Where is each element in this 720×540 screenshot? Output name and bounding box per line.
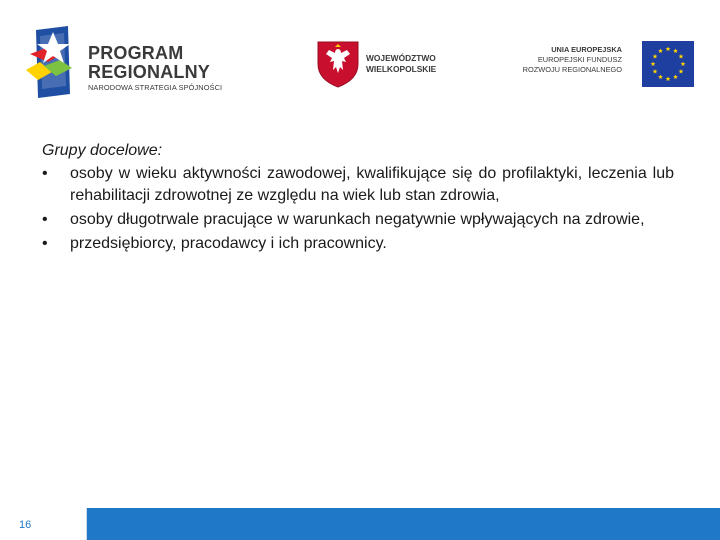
eu-line: UNIA EUROPEJSKA xyxy=(551,45,622,54)
program-regionalny-logo xyxy=(26,26,256,98)
eagle-shield-icon xyxy=(316,40,360,88)
program-subtitle: NARODOWA STRATEGIA SPÓJNOŚCI xyxy=(88,83,223,92)
wojewodztwo-text xyxy=(366,53,436,75)
list-item-text: osoby długotrwale pracujące w warunkach negatywnie wpływających na zdrowie, xyxy=(70,211,645,228)
target-groups-section xyxy=(42,140,674,257)
target-groups-list xyxy=(42,163,674,255)
program-regionalny-title xyxy=(88,44,210,82)
list-item-text: osoby w wieku aktywności zawodowej, kwalifikujące się do profilaktyki, leczenia lub rehabilitacji zdrowotnej ze względu na wiek lub stan zdrowia, xyxy=(70,165,674,204)
program-regionalny-emblem-icon xyxy=(26,26,84,98)
bullet-icon: • xyxy=(42,165,48,182)
section-heading: Grupy docelowe: xyxy=(42,142,163,159)
development-line: ROZWOJU REGIONALNEGO xyxy=(522,65,622,74)
page-number-box xyxy=(0,508,87,540)
bullet-icon: • xyxy=(42,211,48,228)
logo-bar xyxy=(0,0,720,110)
fund-line: EUROPEJSKI FUNDUSZ xyxy=(537,55,622,64)
wojewodztwo-line: WOJEWÓDZTWO xyxy=(366,53,436,63)
bullet-icon: • xyxy=(42,235,48,252)
list-item-text: przedsiębiorcy, pracodawcy i ich pracownicy. xyxy=(70,235,387,252)
list-item xyxy=(42,233,674,255)
eu-flag-icon xyxy=(642,41,694,87)
regionalny-line: REGIONALNY xyxy=(88,62,211,82)
wielkopolskie-line: WIELKOPOLSKIE xyxy=(366,64,437,74)
list-item xyxy=(42,209,674,231)
page-number: 16 xyxy=(19,519,32,531)
program-line: PROGRAM xyxy=(88,43,184,63)
eu-fund-text xyxy=(523,45,622,75)
footer-bar xyxy=(0,508,720,540)
wojewodztwo-logo xyxy=(316,40,456,88)
list-item xyxy=(42,163,674,207)
eu-fund-logo xyxy=(496,40,696,88)
